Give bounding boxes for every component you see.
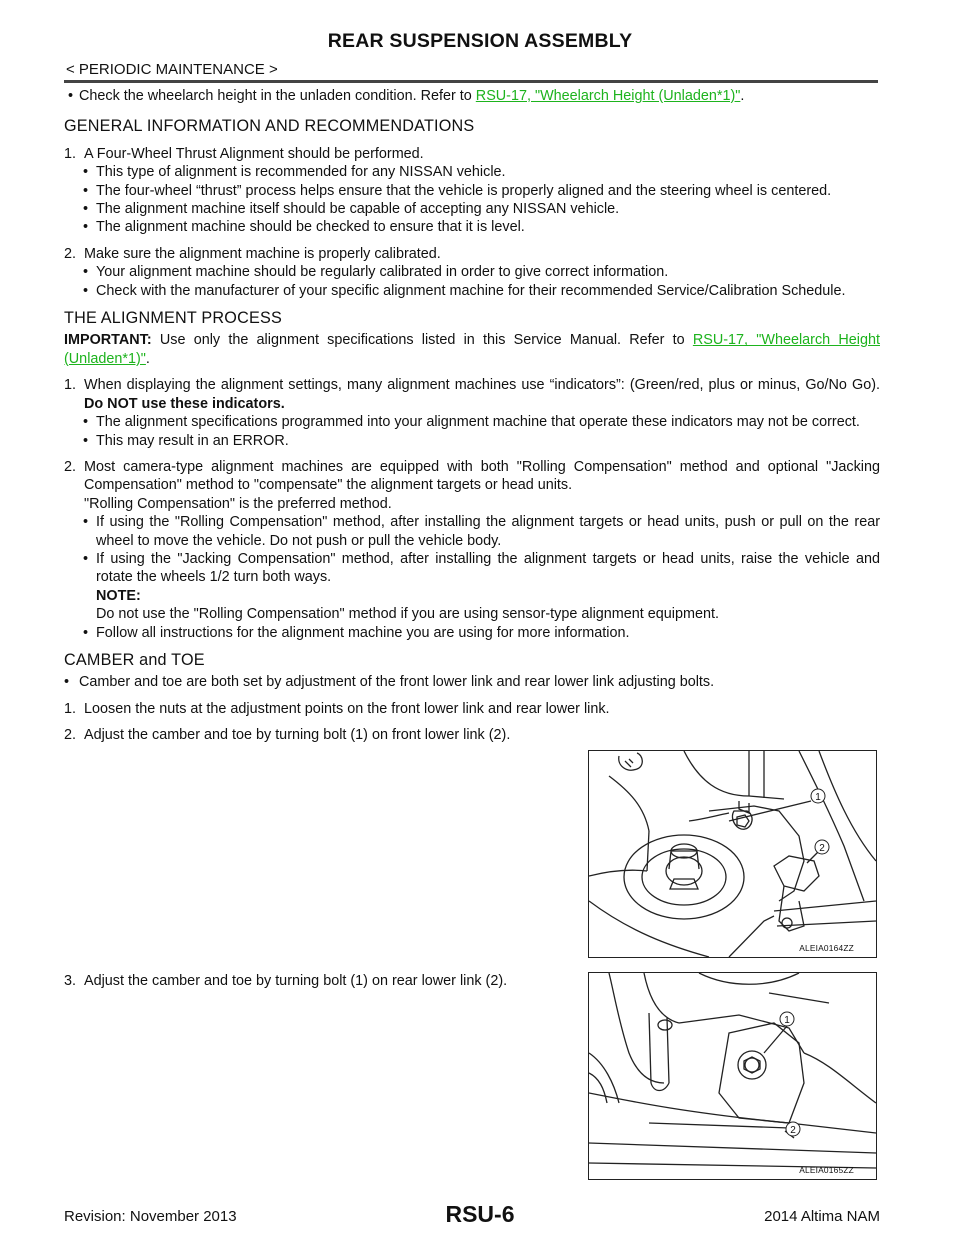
document-body [64, 86, 880, 745]
process-step-1 [64, 376, 880, 413]
list-item-text: If using the "Rolling Compensation" method, after installing the alignment targets or head units, push or pull on the rear wheel to move the vehicle. Do not push or pull the vehicle body. [96, 514, 880, 549]
step-number: 1. [64, 145, 77, 162]
list-item-text: The alignment machine should be checked to ensure that it is level. [96, 219, 525, 236]
list-item [64, 432, 880, 450]
list-item-text: If using the "Jacking Compensation" method, after installing the alignment targets or head units, raise the vehicle and rotate the wheels 1/2 turn both ways. [96, 550, 880, 586]
bullet-marker: • [83, 219, 89, 236]
process-step-2-text: Most camera-type alignment machines are equipped with both "Rolling Compensation" method and optional "Jacking Compensation" method to "compensate" the alignment targets or head units. [84, 458, 880, 494]
list-item-text: Check with the manufacturer of your specific alignment machine for their recommended Service/Calibration Schedule. [96, 282, 846, 299]
callout-2: 2 [819, 843, 825, 854]
list-item [64, 550, 880, 624]
list-item [64, 163, 880, 181]
process-step-1-text: When displaying the alignment settings, many alignment machines use “indicators”: (Green/red, plus or minus, Go/No Go). [84, 377, 880, 394]
important-label: IMPORTANT: [64, 332, 152, 349]
list-item [64, 263, 880, 281]
important-link[interactable]: RSU-17, "Wheelarch Height (Unladen*1)" [64, 332, 880, 367]
step-number: 1. [64, 700, 77, 717]
footer-model: 2014 Altima NAM [764, 1208, 880, 1225]
important-tail: . [145, 350, 150, 367]
note-label-text: NOTE: [96, 587, 141, 604]
list-item-text: This may result in an ERROR. [96, 432, 289, 449]
header-rule [64, 80, 878, 83]
list-item [64, 624, 880, 642]
note-text: Do not use the "Rolling Compensation" method if you are using sensor-type alignment equipment. [96, 606, 719, 623]
camber-bullet-text: Camber and toe are both set by adjustment of the front lower link and rear lower link adjusting bolts. [79, 674, 715, 691]
step-number: 2. [64, 245, 77, 262]
list-item-text: This type of alignment is recommended for any NISSAN vehicle. [96, 164, 506, 181]
step-number: 2. [64, 458, 77, 475]
bullet-marker: • [83, 264, 89, 281]
section-heading-process: THE ALIGNMENT PROCESS [64, 309, 282, 328]
list-item-text: Follow all instructions for the alignment machine you are using for more information. [96, 624, 630, 641]
section-heading-general: GENERAL INFORMATION AND RECOMMENDATIONS [64, 117, 475, 136]
list-item-text: Your alignment machine should be regularly calibrated in order to give correct information. [96, 264, 669, 281]
page-title: REAR SUSPENSION ASSEMBLY [327, 30, 633, 52]
note-label [96, 587, 880, 605]
section-heading-camber: CAMBER and TOE [64, 650, 205, 669]
list-item-text: The alignment machine itself should be capable of accepting any NISSAN vehicle. [96, 201, 620, 218]
callout-1: 1 [815, 792, 821, 803]
front-lower-link-illustration [588, 750, 877, 958]
callout-2: 2 [790, 1125, 796, 1136]
callout-1: 1 [784, 1015, 790, 1026]
footer-revision: Revision: November 2013 [64, 1208, 237, 1225]
camber-bullet [64, 673, 880, 691]
list-item-text: The alignment specifications programmed into your alignment machine that operate these indicators may not be correct. [96, 414, 860, 431]
camber-step-3-text: Adjust the camber and toe by turning bolt (1) on rear lower link (2). [84, 973, 508, 989]
list-item-text: The four-wheel “thrust” process helps ensure that the vehicle is properly aligned and the steering wheel is centered. [96, 182, 832, 199]
bullet-marker: • [68, 88, 74, 104]
process-step-1-bold: Do NOT use these indicators. [84, 395, 285, 412]
bullet-marker: • [83, 282, 89, 299]
footer-page-number: RSU-6 [445, 1201, 515, 1227]
list-item [64, 413, 880, 431]
process-step-2-line2: "Rolling Compensation" is the preferred method. [84, 495, 392, 512]
general-step-1 [64, 145, 880, 163]
bullet-marker: • [83, 182, 89, 199]
camber-step-1 [64, 700, 880, 718]
bullet-marker: • [83, 550, 89, 567]
camber-step-2-text: Adjust the camber and toe by turning bolt (1) on front lower link (2). [84, 727, 511, 744]
bullet-marker: • [83, 514, 89, 531]
breadcrumb: < PERIODIC MAINTENANCE > [66, 61, 278, 78]
camber-step-3 [64, 972, 576, 990]
important-paragraph [64, 331, 880, 368]
bullet-marker: • [83, 432, 89, 449]
general-step-2 [64, 245, 880, 263]
list-item [64, 282, 880, 300]
intro-tail: . [740, 88, 745, 104]
figure-code: ALEIA0164ZZ [799, 943, 854, 953]
rear-lower-link-illustration [588, 972, 877, 1180]
front-lower-link-drawing [589, 751, 876, 957]
rear-lower-link-drawing [589, 973, 876, 1179]
bullet-marker: • [83, 414, 89, 431]
bullet-marker: • [64, 674, 70, 691]
step-number: 3. [64, 973, 77, 989]
list-item [64, 182, 880, 200]
process-step-2 [64, 458, 880, 495]
intro-text: Check the wheelarch height in the unladen condition. Refer to [79, 88, 476, 104]
general-step-1-text: A Four-Wheel Thrust Alignment should be performed. [84, 145, 424, 162]
intro-bullet [64, 87, 880, 105]
bullet-marker: • [83, 164, 89, 181]
list-item [64, 200, 880, 218]
camber-step-2 [64, 726, 576, 744]
step-number: 1. [64, 377, 77, 394]
general-step-2-text: Make sure the alignment machine is properly calibrated. [84, 245, 441, 262]
step-number: 2. [64, 727, 77, 744]
bullet-marker: • [83, 201, 89, 218]
bullet-marker: • [83, 624, 89, 641]
list-item [64, 513, 880, 550]
important-text: Use only the alignment specifications listed in this Service Manual. Refer to [151, 332, 693, 349]
list-item [64, 218, 880, 236]
figure-code: ALEIA0165ZZ [799, 1165, 854, 1175]
intro-link[interactable]: RSU-17, "Wheelarch Height (Unladen*1)" [475, 88, 741, 104]
camber-step-1-text: Loosen the nuts at the adjustment points on the front lower link and rear lower link. [84, 700, 610, 717]
